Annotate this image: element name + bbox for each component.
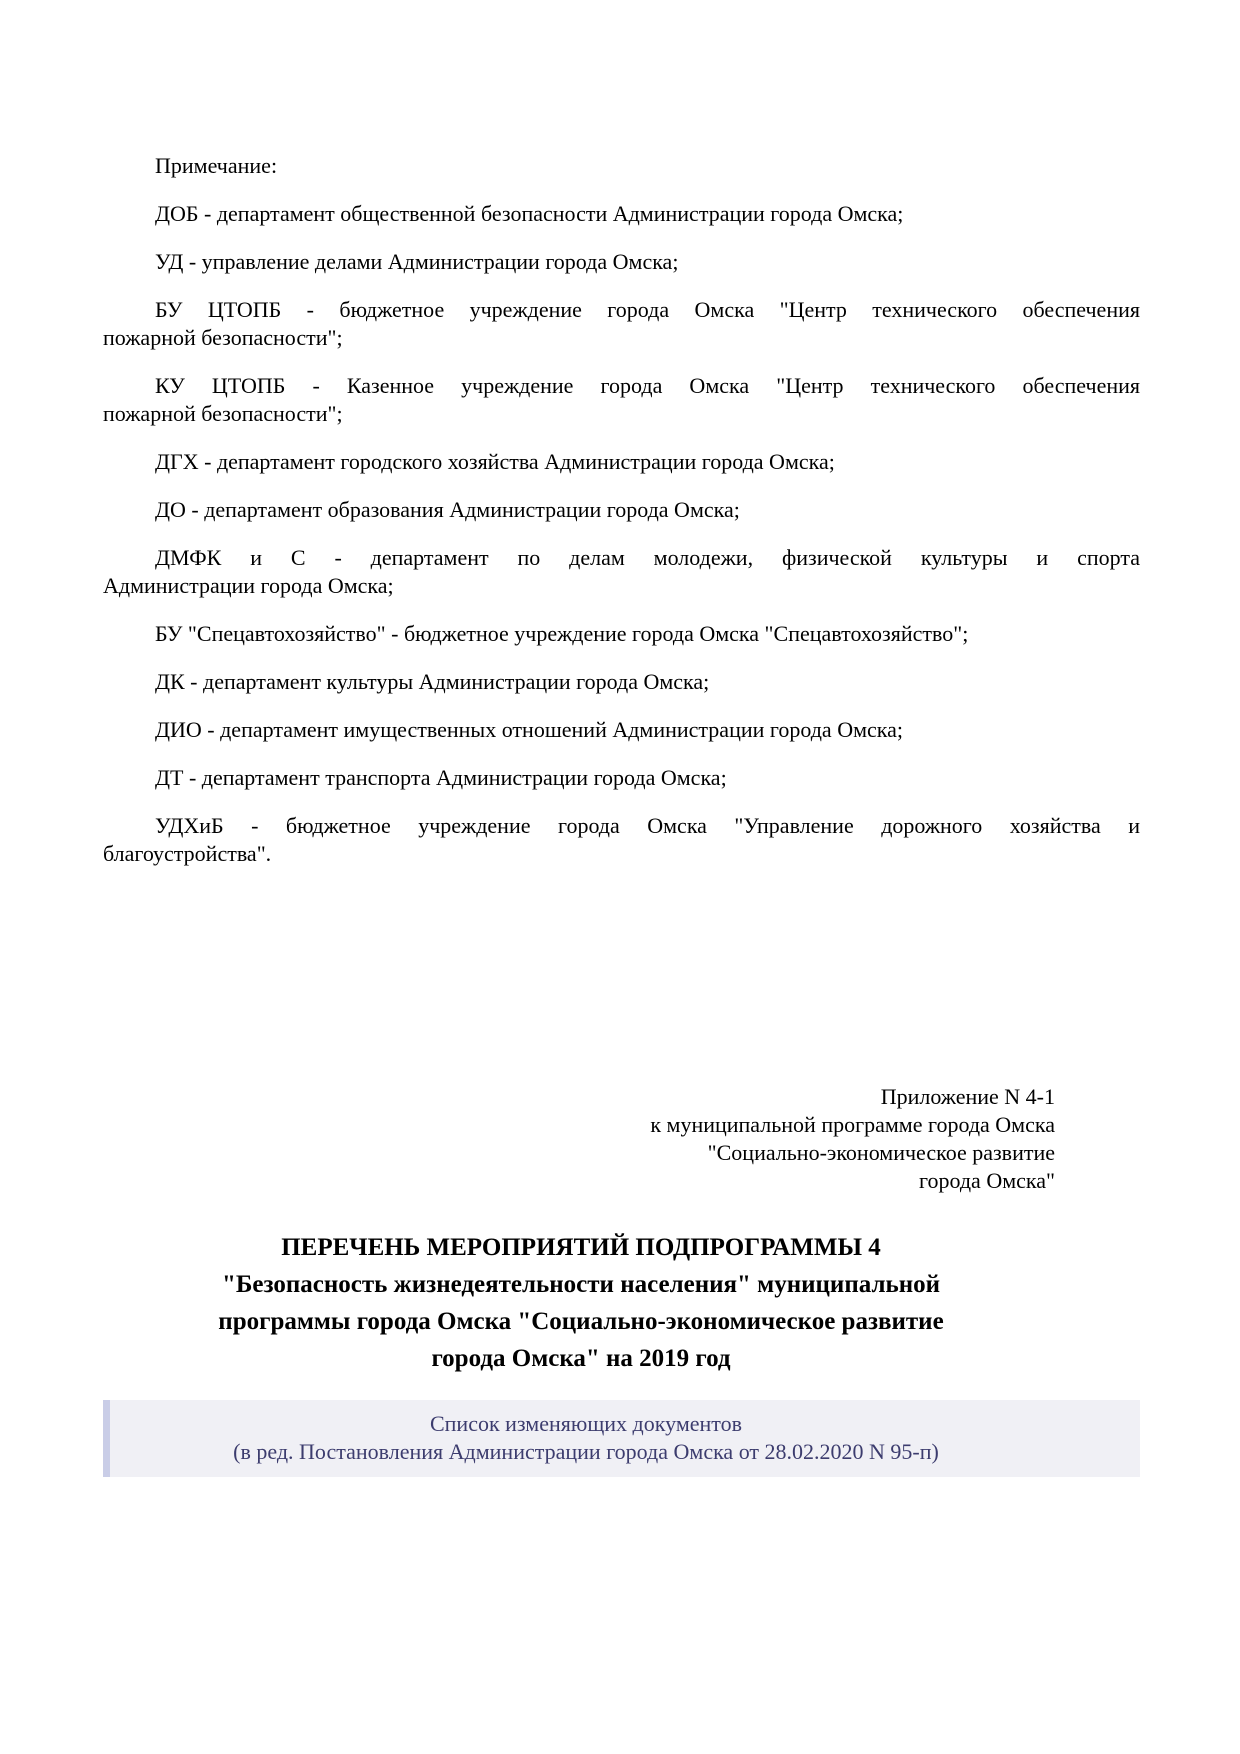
note-line: Примечание: [155,153,278,178]
appendix-reference [103,1083,1140,1195]
note-line: ДОБ - департамент общественной безопасности Администрации города Омска; [155,201,904,226]
amendments-box-edition: (в ред. Постановления Администрации города Омска от 28.02.2020 N 95-п) [233,1439,939,1464]
appendix-line: Приложение N 4-1 [880,1084,1055,1109]
appendix-line: "Социально-экономическое развитие [707,1140,1055,1165]
note-line: ДТ - департамент транспорта Администрации города Омска; [155,765,727,790]
amendments-box-title: Список изменяющих документов [429,1411,742,1436]
amendments-box-stripe [103,1400,110,1477]
note-paragraph [103,372,1140,428]
appendix-line: к муниципальной программе города Омска [650,1112,1055,1137]
note-paragraph [103,296,1140,352]
note-line: пожарной безопасности"; [103,401,343,426]
note-paragraph [103,200,1140,228]
note-line: ДИО - департамент имущественных отношений Администрации города Омска; [155,717,903,742]
note-paragraph [103,668,1140,696]
note-paragraph [103,812,1140,868]
note-line: БУ "Спецавтохозяйство" - бюджетное учреждение города Омска "Спецавтохозяйство"; [155,621,969,646]
document-title [103,1229,1140,1377]
note-paragraph [103,544,1140,600]
notes-section [103,152,1140,868]
appendix-line: города Омска" [919,1168,1055,1193]
note-paragraph [103,496,1140,524]
note-line: пожарной безопасности"; [103,325,343,350]
note-paragraph [103,764,1140,792]
amendments-box [103,1400,1140,1477]
note-line: ДО - департамент образования Администрации города Омска; [155,497,740,522]
document-title-line: ПЕРЕЧЕНЬ МЕРОПРИЯТИЙ ПОДПРОГРАММЫ 4 [281,1234,881,1261]
note-paragraph [103,152,1140,180]
note-paragraph [103,448,1140,476]
note-paragraph [103,248,1140,276]
note-line: ДМФК и С - департамент по делам молодежи, физической культуры и спорта [155,545,1140,570]
note-paragraph [103,716,1140,744]
note-line: КУ ЦТОПБ - Казенное учреждение города Омска "Центр технического обеспечения [155,373,1140,398]
note-line: БУ ЦТОПБ - бюджетное учреждение города Омска "Центр технического обеспечения [155,297,1140,322]
note-line: ДГХ - департамент городского хозяйства Администрации города Омска; [155,449,835,474]
note-line: благоустройства". [103,841,272,866]
document-title-line: "Безопасность жизнедеятельности населения" муниципальной [221,1271,941,1298]
note-line: УД - управление делами Администрации города Омска; [155,249,679,274]
note-line: ДК - департамент культуры Администрации города Омска; [155,669,710,694]
note-line: УДХиБ - бюджетное учреждение города Омска "Управление дорожного хозяйства и [155,813,1140,838]
document-title-line: города Омска" на 2019 год [431,1345,731,1372]
note-line: Администрации города Омска; [103,573,394,598]
note-paragraph [103,620,1140,648]
amendments-box-body [110,1400,1140,1477]
document-title-line: программы города Омска "Социально-экономическое развитие [218,1308,944,1335]
